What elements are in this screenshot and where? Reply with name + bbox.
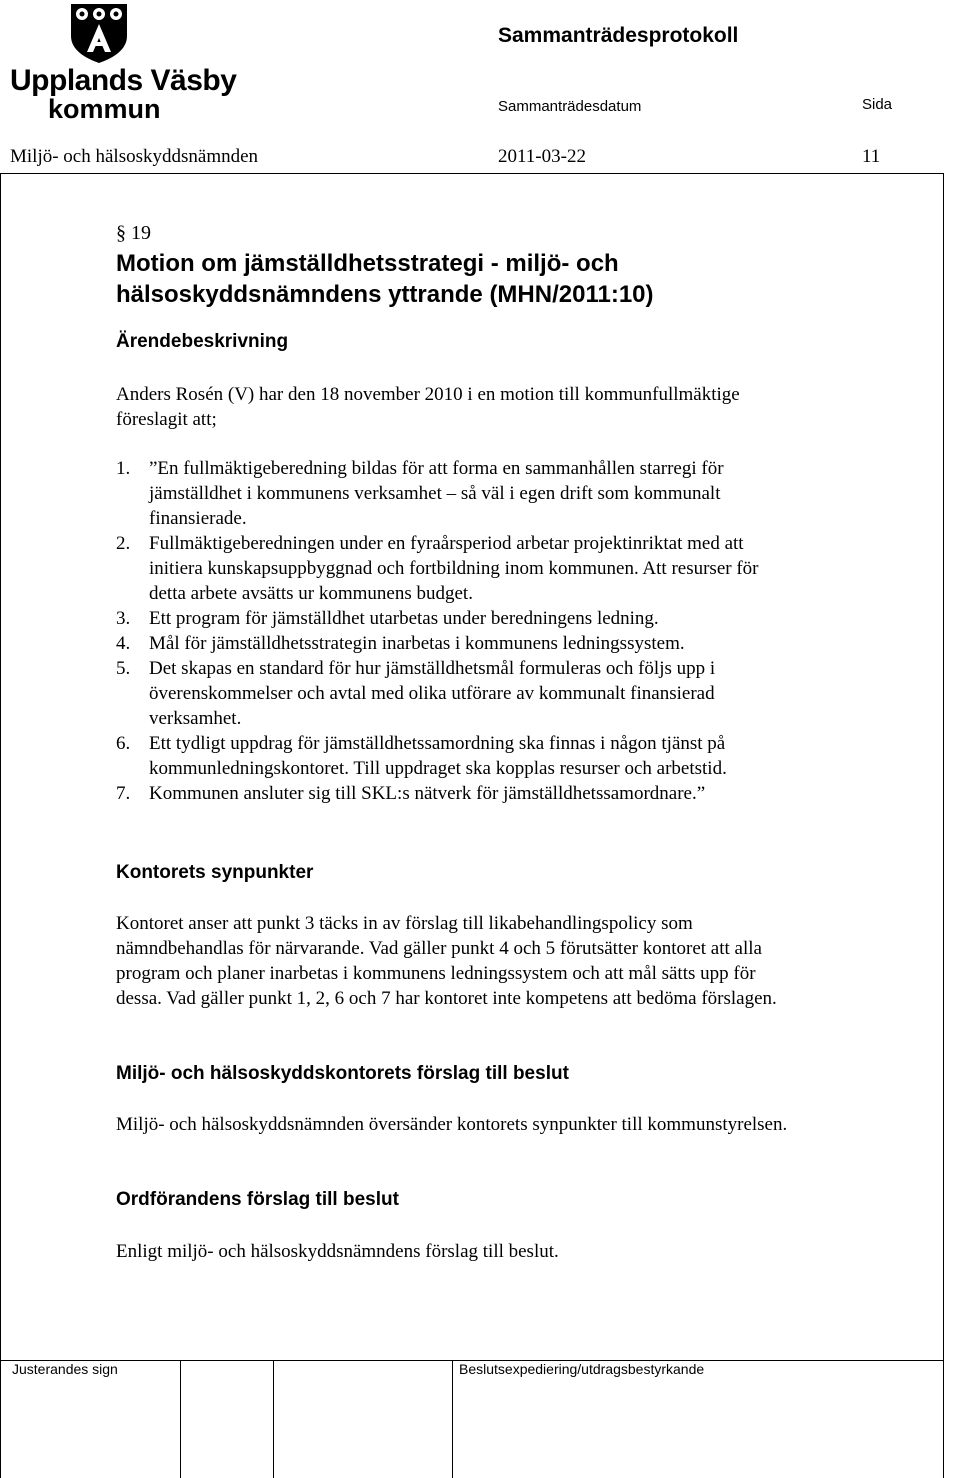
list-item-number: 1. [116, 458, 131, 479]
text-line: Mål för jämställdhetsstrategin inarbetas i kommunens ledningssystem. [149, 633, 685, 654]
text-line: föreslagit att; [116, 409, 217, 430]
text-line: Kontoret anser att punkt 3 täcks in av förslag till likabehandlingspolicy som [116, 913, 693, 934]
list-item [116, 656, 916, 731]
text-line: nämndbehandlas för närvarande. Vad gäller punkt 4 och 5 förutsätter kontoret att alla [116, 938, 762, 959]
list-item [116, 606, 916, 631]
signature-row [0, 1360, 944, 1478]
section-number: § 19 [116, 222, 151, 244]
signature-box [0, 1361, 180, 1478]
list-item-number: 7. [116, 783, 131, 804]
kontorets-forslag-text: Miljö- och hälsoskyddsnämnden översänder kontorets synpunkter till kommunstyrelsen. [116, 1114, 788, 1135]
page-label: Sida [862, 96, 893, 113]
text-line: Ett program för jämställdhet utarbetas under beredningens ledning. [149, 608, 659, 629]
document-title: Sammanträdesprotokoll [498, 24, 739, 47]
list-item-number: 3. [116, 608, 131, 629]
kontorets-synpunkter-paragraph [116, 911, 916, 1011]
heading-arendebeskrivning: Ärendebeskrivning [116, 331, 289, 352]
signature-box [180, 1361, 273, 1478]
meeting-date: 2011-03-22 [498, 146, 586, 167]
list-item-number: 2. [116, 533, 131, 554]
text-line: överenskommelser och avtal med olika utförare av kommunalt finansierad [149, 683, 715, 704]
list-item [116, 631, 916, 656]
list-item [116, 456, 916, 531]
committee-name: Miljö- och hälsoskyddsnämnden [10, 146, 259, 167]
text-line: Kommunen ansluter sig till SKL:s nätverk för jämställdhetssamordnare.” [149, 783, 706, 804]
municipality-logo [8, 2, 237, 124]
list-item [116, 531, 916, 606]
signature-box [273, 1361, 366, 1478]
text-line: detta arbete avsätts ur kommunens budget. [149, 583, 473, 604]
text-line: Ett tydligt uppdrag för jämställdhetssamordning ska finnas i någon tjänst på [149, 733, 726, 754]
intro-paragraph [116, 382, 916, 432]
list-item [116, 731, 916, 781]
page-number: 11 [862, 146, 881, 167]
coat-of-arms-icon [69, 2, 129, 64]
list-item [116, 781, 916, 806]
section-title [116, 248, 876, 310]
expediering-box [452, 1361, 944, 1478]
text-line: ”En fullmäktigeberedning bildas för att forma en sammanhållen starregi för [149, 458, 724, 479]
ordforandens-forslag-text: Enligt miljö- och hälsoskyddsnämndens förslag till beslut. [116, 1241, 559, 1262]
text-line: Det skapas en standard för hur jämställdhetsmål formuleras och följs upp i [149, 658, 716, 679]
text-line: kommunledningskontoret. Till uppdraget ska kopplas resurser och arbetstid. [149, 758, 727, 779]
logo-name: Upplands Väsby [10, 64, 237, 97]
section-title-line: hälsoskyddsnämndens yttrande (MHN/2011:10) [116, 281, 654, 308]
meeting-date-label: Sammanträdesdatum [498, 98, 642, 115]
text-line: Fullmäktigeberedningen under en fyraårsperiod arbetar projektinriktat med att [149, 533, 744, 554]
justerandes-sign-label: Justerandes sign [12, 1361, 118, 1377]
motion-proposals-list [116, 456, 916, 806]
list-item-number: 5. [116, 658, 131, 679]
heading-kontorets-forslag: Miljö- och hälsoskyddskontorets förslag till beslut [116, 1063, 569, 1084]
text-line: initiera kunskapsuppbyggnad och fortbildning inom kommunen. Att resurser för [149, 558, 759, 579]
heading-ordforandens-forslag: Ordförandens förslag till beslut [116, 1189, 399, 1210]
list-item-number: 6. [116, 733, 131, 754]
text-line: verksamhet. [149, 708, 242, 729]
text-line: program och planer inarbetas i kommunens ledningssystem och att mål sätts upp för [116, 963, 756, 984]
list-item-number: 4. [116, 633, 131, 654]
text-line: dessa. Vad gäller punkt 1, 2, 6 och 7 har kontoret inte kompetens att bedöma förslagen. [116, 988, 777, 1009]
text-line: finansierade. [149, 508, 247, 529]
text-line: Anders Rosén (V) har den 18 november 2010 i en motion till kommunfullmäktige [116, 384, 740, 405]
heading-kontorets-synpunkter: Kontorets synpunkter [116, 862, 314, 883]
text-line: jämställdhet i kommunens verksamhet – så väl i egen drift som kommunalt [149, 483, 721, 504]
logo-subname: kommun [48, 94, 161, 124]
beslutsexpediering-label: Beslutsexpediering/utdragsbestyrkande [459, 1361, 705, 1377]
section-title-line: Motion om jämställdhetsstrategi - miljö- och [116, 250, 619, 277]
